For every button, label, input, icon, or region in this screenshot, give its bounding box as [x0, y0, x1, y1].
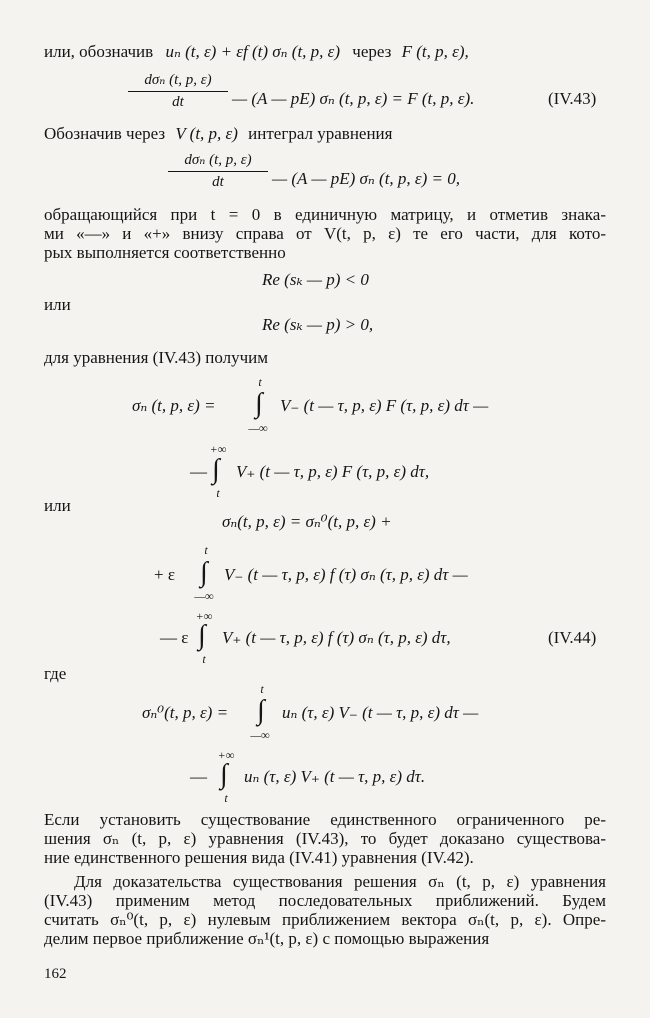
lower-limit: t — [216, 486, 220, 500]
lower-limit: t — [202, 652, 206, 666]
equation-body: — (A — pE) σₙ (t, p, ε) = F (t, p, ε). — [232, 89, 475, 108]
text-line: ми «—» и «+» внизу справа от V(t, p, ε) те его части, для кото- — [44, 224, 606, 243]
equation-lhs: σₙ⁰(t, p, ε) = — [142, 703, 229, 722]
integrand: V₊ (t — τ, p, ε) f (τ) σₙ (τ, p, ε) dτ, — [222, 628, 451, 647]
operator: — — [190, 462, 207, 481]
text-line — [44, 124, 392, 144]
upper-limit: +∞ — [217, 748, 235, 762]
equation-line: σₙ(t, p, ε) = σₙ⁰(t, p, ε) + — [222, 512, 392, 531]
text-fragment: или, обозначив — [44, 42, 154, 61]
integrand: V₋ (t — τ, p, ε) f (τ) σₙ (τ, p, ε) dτ — — [224, 565, 468, 584]
upper-limit: t — [258, 375, 262, 389]
text-line: рых выполняется соответственно — [44, 243, 286, 262]
upper-limit: t — [260, 682, 264, 696]
integral-sign: ∫ — [257, 695, 265, 726]
denominator: dt — [212, 174, 224, 190]
text-line: делим первое приближение σₙ¹(t, p, ε) с помощью выражения — [44, 929, 490, 948]
text-line: ние единственного решения вида (IV.41) уравнения (IV.42). — [44, 848, 474, 867]
inequality: Re (sₖ — p) < 0 — [262, 270, 369, 289]
text-fragment: интеграл уравнения — [248, 124, 393, 143]
text-line: считать σₙ⁰(t, p, ε) нулевым приближением вектора σₙ(t, p, ε). Опре- — [44, 910, 606, 929]
integral-sign: ∫ — [200, 557, 208, 588]
lower-limit: —∞ — [194, 589, 214, 603]
operator: — ε — [160, 628, 189, 647]
text-fragment: Обозначив через — [44, 124, 166, 143]
text-fragment: через — [352, 42, 392, 61]
numerator: dσₙ (t, p, ε) — [184, 152, 252, 168]
operator: + ε — [154, 565, 175, 584]
fraction — [128, 70, 228, 111]
text-line: или — [44, 295, 71, 314]
text-line: шения σₙ (t, p, ε) уравнения (IV.43), то будет доказано существова- — [44, 829, 606, 848]
text-line: Для доказательства существования решения σₙ (t, p, ε) уравнения — [74, 872, 606, 891]
numerator: dσₙ (t, p, ε) — [144, 72, 212, 88]
lower-limit: —∞ — [250, 728, 270, 742]
integral-sign: ∫ — [212, 454, 220, 485]
integral-sign: ∫ — [220, 759, 228, 790]
equation-number: (IV.43) — [548, 89, 597, 108]
integrand: uₙ (τ, ε) V₊ (t — τ, p, ε) dτ. — [244, 767, 426, 786]
integral-sign: ∫ — [255, 388, 263, 419]
text-line: Если установить существование единственного ограниченного ре- — [44, 810, 606, 829]
fraction-bar — [128, 91, 228, 92]
text-line: (IV.43) применим метод последовательных приближений. Будем — [44, 891, 606, 910]
lower-limit: t — [224, 791, 228, 805]
upper-limit: t — [204, 543, 208, 557]
text-line: или — [44, 496, 71, 515]
denominator: dt — [172, 94, 184, 110]
operator: — — [190, 767, 207, 786]
integral-sign: ∫ — [198, 620, 206, 651]
math-inline: V (t, p, ε) — [175, 124, 238, 143]
equation-lhs: σₙ (t, p, ε) = — [132, 396, 216, 415]
text-line: для уравнения (IV.43) получим — [44, 348, 269, 367]
inequality: Re (sₖ — p) > 0, — [262, 315, 374, 334]
integrand: V₊ (t — τ, p, ε) F (τ, p, ε) dτ, — [236, 462, 430, 481]
math-inline: uₙ (t, ε) + εf (t) σₙ (t, p, ε) — [165, 42, 341, 61]
text-line: обращающийся при t = 0 в единичную матрицу, и отметив знака- — [44, 205, 606, 224]
equation-body: — (A — pE) σₙ (t, p, ε) = 0, — [272, 169, 461, 188]
upper-limit: +∞ — [195, 609, 213, 623]
integrand: uₙ (τ, ε) V₋ (t — τ, p, ε) dτ — — [282, 703, 479, 722]
math-inline: F (t, p, ε), — [401, 42, 469, 61]
upper-limit: +∞ — [209, 442, 227, 456]
fraction-bar — [168, 171, 268, 172]
lower-limit: —∞ — [248, 421, 268, 435]
fraction — [168, 150, 268, 191]
integrand: V₋ (t — τ, p, ε) F (τ, p, ε) dτ — — [280, 396, 489, 415]
page-number: 162 — [44, 966, 67, 982]
equation-number: (IV.44) — [548, 628, 597, 647]
text-line: где — [44, 664, 67, 683]
text-line — [44, 42, 469, 62]
